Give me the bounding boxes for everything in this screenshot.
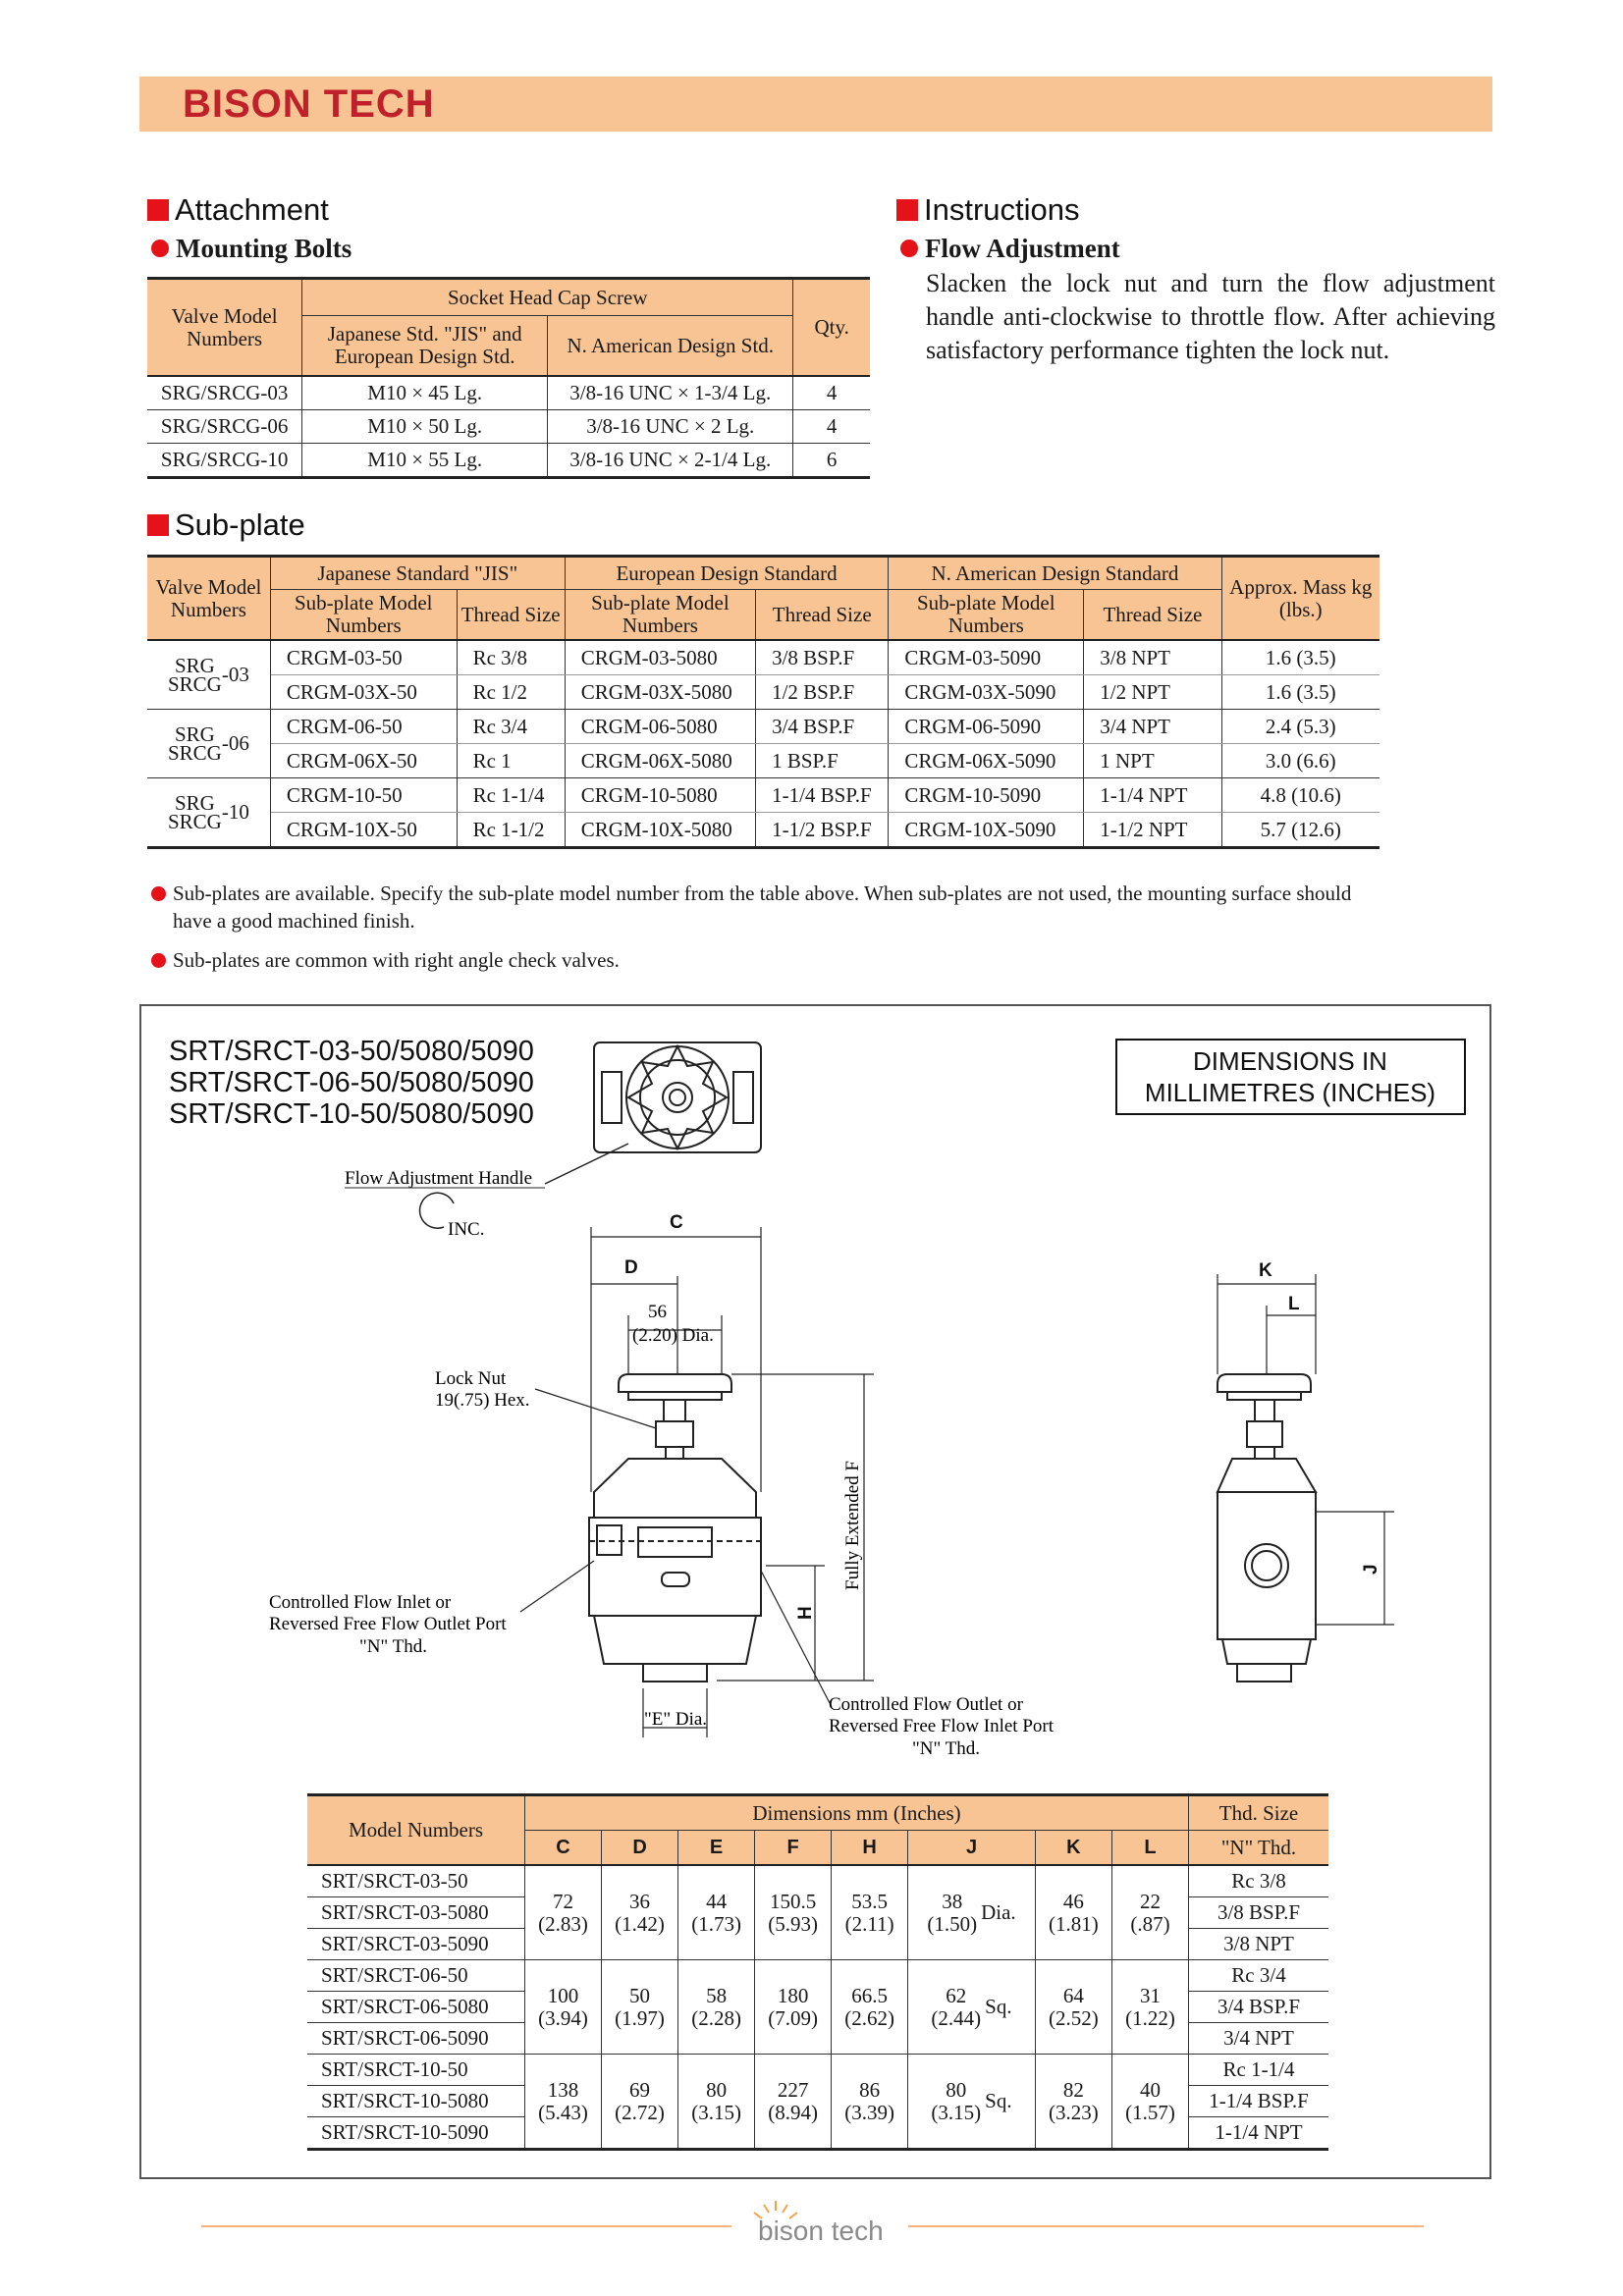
cell-mass: 1.6 (3.5) <box>1265 679 1336 704</box>
cell-dim-j <box>908 1865 1036 1960</box>
col-na-thread: Thread Size <box>1084 590 1221 641</box>
inlet-label-1: Controlled Flow Inlet or <box>269 1592 452 1613</box>
col-na-sub: Sub-plate Model Numbers <box>889 590 1084 641</box>
dim-inch: (1.22) <box>1125 2005 1175 2030</box>
cell-mass: 2.4 (5.3) <box>1221 710 1380 744</box>
dim-mm: 66.5 <box>851 1983 889 2007</box>
col-dim-l: L <box>1111 1831 1188 1866</box>
cell-na: 3/8-16 UNC × 1-3/4 Lg. <box>548 376 793 410</box>
dim-inch: (3.94) <box>538 2005 588 2030</box>
table-row <box>307 1960 1328 1992</box>
cell-eu-thread: 3/8 BSP.F <box>756 640 889 675</box>
cell-jis: M10 × 55 Lg. <box>302 444 548 478</box>
cell-na-sub: CRGM-06-5090 <box>889 710 1084 744</box>
outlet-label-3: "N" Thd. <box>912 1738 980 1759</box>
srg-text: SRG <box>174 721 215 746</box>
cell-dim-e <box>678 1865 755 1960</box>
cell-eu-sub: CRGM-10-5080 <box>565 778 755 813</box>
cell-dim-d <box>602 2055 678 2150</box>
cell-thread: Rc 3/8 <box>1189 1865 1329 1897</box>
dim-inch: (3.15) <box>691 2100 741 2124</box>
col-eu-thread: Thread Size <box>756 590 889 641</box>
j-suffix: Sq. <box>985 1995 1012 2018</box>
cell-jis-sub: CRGM-10-50 <box>270 778 457 813</box>
cell-dim-k <box>1035 1865 1111 1960</box>
srcg-text: SRCG <box>167 809 222 833</box>
table-row <box>307 2055 1328 2086</box>
dim-mm: 100 <box>547 1983 579 2007</box>
suffix-text: -06 <box>221 731 249 755</box>
col-valve-model: Valve Model Numbers <box>147 279 302 377</box>
cell-model: SRT/SRCT-10-5090 <box>307 2117 525 2150</box>
cell-thread: Rc 3/4 <box>1189 1960 1329 1992</box>
footer-logo <box>736 2197 903 2256</box>
dim-inch: (7.09) <box>768 2005 818 2030</box>
cell-jis-thread: Rc 1 <box>457 744 565 778</box>
cell-dim-k <box>1035 2055 1111 2150</box>
cell-na-thread: 3/8 NPT <box>1084 640 1221 675</box>
cell-model: SRG/SRCG-10 <box>147 444 302 478</box>
dim-inch: (1.97) <box>615 2005 665 2030</box>
dim-inch: (3.15) <box>931 2100 982 2124</box>
fully-extended-label: Fully Extended F <box>842 1461 863 1590</box>
dim-mm: 53.5 <box>851 1889 889 1913</box>
col-jis-sub: Sub-plate Model Numbers <box>270 590 457 641</box>
col-dimensions: Dimensions mm (Inches) <box>525 1795 1189 1831</box>
attachment-heading-text: Attachment <box>175 192 329 227</box>
brand-title: BISON TECH <box>183 82 435 126</box>
col-eu-group: European Design Standard <box>565 557 889 590</box>
note-1-text: Sub-plates are available. Specify the sub-plate model number from the table above. When sub-plates are not used, the mounting surface should have a good machined finish. <box>173 881 1352 933</box>
dim-inch: (2.62) <box>844 2005 895 2030</box>
col-thd-n: "N" Thd. <box>1189 1831 1329 1866</box>
cell-thread: 3/4 NPT <box>1223 2026 1294 2050</box>
bison-sun-icon <box>736 2197 903 2256</box>
cell-eu-sub: CRGM-06X-5080 <box>565 744 755 778</box>
dimensions-table-wrap <box>307 1793 1328 2151</box>
cell-thread: Rc 1-1/4 <box>1189 2055 1329 2086</box>
dim-c-label: C <box>670 1212 683 1233</box>
col-model: Model Numbers <box>307 1795 525 1866</box>
cell-model: SRT/SRCT-06-5090 <box>307 2023 525 2055</box>
col-qty: Qty. <box>793 279 870 377</box>
cell-thread: 3/8 BSP.F <box>1189 1897 1329 1929</box>
dim-inch: (1.50) <box>927 1911 978 1936</box>
srcg-text: SRCG <box>167 671 222 696</box>
col-valve-model: Valve Model Numbers <box>147 557 270 641</box>
dim-inch: (2.28) <box>691 2005 741 2030</box>
dim-mm: 62 <box>946 1983 967 2007</box>
cell-eu-sub: CRGM-06-5080 <box>565 710 755 744</box>
valve-front-view <box>589 1374 761 1682</box>
mounting-bolts-text: Mounting Bolts <box>176 234 352 263</box>
cell-na-thread: 1-1/4 NPT <box>1084 778 1221 813</box>
cell-eu-thread: 1 BSP.F <box>756 744 889 778</box>
dim-mm: 150.5 <box>769 1889 817 1913</box>
cell-mass: 3.0 (6.6) <box>1265 748 1336 773</box>
cell-qty: 4 <box>826 381 838 404</box>
col-mass: Approx. Mass kg (lbs.) <box>1221 557 1380 641</box>
dim-mm: 227 <box>777 2077 809 2102</box>
dim-inch: (2.72) <box>615 2100 665 2124</box>
dia56-label: 56 <box>648 1302 667 1322</box>
col-dim-c: C <box>525 1831 602 1866</box>
cell-na-thread: 3/4 NPT <box>1084 710 1221 744</box>
footer-rule-right <box>908 2225 1424 2227</box>
cell-qty: 4 <box>826 414 838 438</box>
dim-inch: (5.43) <box>538 2100 588 2124</box>
cell-dim-l <box>1111 1960 1188 2055</box>
cell-eu-sub: CRGM-10X-5080 <box>565 813 755 848</box>
dim-mm: 50 <box>629 1983 651 2007</box>
cell-thread: 1-1/4 NPT <box>1215 2120 1303 2144</box>
cell-jis-sub: CRGM-03X-50 <box>270 675 457 710</box>
cell-mass: 4.8 (10.6) <box>1221 778 1380 813</box>
cell-dim-e <box>678 1960 755 2055</box>
cell-mass: 5.7 (12.6) <box>1260 817 1341 841</box>
dim-mm: 64 <box>1062 1983 1084 2007</box>
valve-side-view <box>1217 1374 1316 1682</box>
dim-inch: (8.94) <box>768 2100 818 2124</box>
cell-dim-j <box>908 1960 1036 2055</box>
inlet-label-2: Reversed Free Flow Outlet Port <box>269 1614 507 1634</box>
cell-jis-thread: Rc 3/8 <box>457 640 565 675</box>
dia56-inch-label: (2.20) Dia. <box>632 1325 714 1346</box>
cell-eu-thread: 1-1/2 BSP.F <box>756 813 889 848</box>
cell-eu-sub: CRGM-03X-5080 <box>565 675 755 710</box>
dim-inch: (5.93) <box>768 1911 818 1936</box>
cell-dim-l <box>1111 1865 1188 1960</box>
j-suffix: Sq. <box>985 2089 1012 2112</box>
cell-jis-thread: Rc 1-1/2 <box>457 813 565 848</box>
cell-thread: 3/8 NPT <box>1223 1932 1294 1955</box>
cell-dim-f <box>755 2055 832 2150</box>
instructions-text: Slacken the lock nut and turn the flow adjustment handle anti-clockwise to throttle flow. After achieving satisfactory performance tighten the lock nut. <box>926 269 1495 364</box>
dim-mm: 82 <box>1062 2077 1084 2102</box>
col-dim-j: J <box>908 1831 1036 1866</box>
dim-k-label: K <box>1259 1260 1272 1281</box>
cell-na: 3/8-16 UNC × 2-1/4 Lg. <box>548 444 793 478</box>
dim-mm: 40 <box>1139 2077 1161 2102</box>
cell-dim-c <box>525 1960 602 2055</box>
cell-na: 3/8-16 UNC × 2 Lg. <box>548 410 793 444</box>
flow-adjustment-text: Flow Adjustment <box>925 234 1120 263</box>
cell-model: SRT/SRCT-03-5090 <box>307 1929 525 1960</box>
dim-inch: (2.44) <box>931 2005 982 2030</box>
cell-na-thread: 1 NPT <box>1084 744 1221 778</box>
srcg-text: SRCG <box>167 740 222 765</box>
outlet-label-2: Reversed Free Flow Inlet Port <box>829 1716 1055 1736</box>
cell-model: SRG/SRCG-06 <box>147 410 302 444</box>
dim-inch: (2.11) <box>844 1911 894 1936</box>
dim-inch: (1.42) <box>615 1911 665 1936</box>
dim-l-label: L <box>1288 1294 1300 1314</box>
cell-dim-f <box>755 1960 832 2055</box>
cell-dim-l <box>1111 2055 1188 2150</box>
cell-dim-c <box>525 1865 602 1960</box>
col-dim-k: K <box>1035 1831 1111 1866</box>
col-socket-head: Socket Head Cap Screw <box>302 279 793 316</box>
cell-model: SRT/SRCT-03-5080 <box>307 1897 525 1929</box>
cell-jis-sub: CRGM-03-50 <box>270 640 457 675</box>
col-eu-sub: Sub-plate Model Numbers <box>565 590 755 641</box>
note-2-text: Sub-plates are common with right angle check valves. <box>173 948 620 972</box>
lock-nut-label: Lock Nut <box>435 1368 507 1389</box>
e-dia-label: "E" Dia. <box>644 1709 708 1730</box>
col-na-group: N. American Design Standard <box>889 557 1221 590</box>
cell-eu-thread: 1-1/4 BSP.F <box>756 778 889 813</box>
col-na: N. American Design Std. <box>548 316 793 377</box>
cell-jis: M10 × 45 Lg. <box>302 376 548 410</box>
dim-mm: 36 <box>629 1889 651 1913</box>
dim-inch: (.87) <box>1130 1911 1170 1936</box>
dim-mm: 86 <box>859 2077 881 2102</box>
cell-na-sub: CRGM-03-5090 <box>889 640 1084 675</box>
suffix-text: -10 <box>221 800 249 824</box>
cell-dim-k <box>1035 1960 1111 2055</box>
dim-inch: (1.73) <box>691 1911 741 1936</box>
cell-jis: M10 × 50 Lg. <box>302 410 548 444</box>
cell-model: SRT/SRCT-03-50 <box>307 1865 525 1897</box>
cell-dim-h <box>832 1960 908 2055</box>
col-jis: Japanese Std. "JIS" and European Design Std. <box>302 316 548 377</box>
col-dim-h: H <box>832 1831 908 1866</box>
model-title-1: SRT/SRCT-03-50/5080/5090 <box>169 1036 534 1067</box>
dim-h-label: H <box>795 1606 816 1620</box>
dimension-lines <box>591 1227 874 1737</box>
dim-mm: 80 <box>946 2077 967 2102</box>
suffix-text: -03 <box>221 663 249 686</box>
col-jis-group: Japanese Standard "JIS" <box>270 557 565 590</box>
units-line-2: MILLIMETRES (INCHES) <box>1144 1078 1436 1107</box>
j-suffix: Dia. <box>981 1900 1016 1924</box>
cell-dim-h <box>832 1865 908 1960</box>
model-title-3: SRT/SRCT-10-50/5080/5090 <box>169 1098 534 1130</box>
dim-mm: 31 <box>1139 1983 1161 2007</box>
cell-model: SRG/SRCG-03 <box>147 376 302 410</box>
cell-eu-thread: 1/2 BSP.F <box>756 675 889 710</box>
col-thd: Thd. Size <box>1189 1795 1329 1831</box>
cell-model: SRT/SRCT-06-50 <box>307 1960 525 1992</box>
cell-jis-sub: CRGM-10X-50 <box>270 813 457 848</box>
cell-qty: 6 <box>826 448 838 471</box>
cell-jis-thread: Rc 1/2 <box>457 675 565 710</box>
cell-thread: 1-1/4 BSP.F <box>1189 2086 1329 2117</box>
dim-inch: (1.81) <box>1049 1911 1099 1936</box>
cell-eu-thread: 3/4 BSP.F <box>756 710 889 744</box>
lock-nut-size-label: 19(.75) Hex. <box>435 1390 530 1411</box>
units-line-1: DIMENSIONS IN <box>1193 1046 1387 1076</box>
cell-jis-thread: Rc 3/4 <box>457 710 565 744</box>
cell-na-sub: CRGM-06X-5090 <box>889 744 1084 778</box>
table-row <box>307 1865 1328 1897</box>
cell-dim-j <box>908 2055 1036 2150</box>
dimensions-table <box>307 1793 1328 2151</box>
cell-jis-sub: CRGM-06-50 <box>270 710 457 744</box>
cell-na-sub: CRGM-03X-5090 <box>889 675 1084 710</box>
dim-inch: (1.57) <box>1125 2100 1175 2124</box>
dim-mm: 38 <box>942 1889 963 1913</box>
dim-mm: 138 <box>547 2077 579 2102</box>
cell-dim-h <box>832 2055 908 2150</box>
handle-label: Flow Adjustment Handle <box>345 1168 533 1189</box>
footer-logo-text: bison tech <box>758 2216 884 2246</box>
cell-thread: 3/4 BSP.F <box>1189 1992 1329 2023</box>
cell-na-thread: 1/2 NPT <box>1084 675 1221 710</box>
cell-model: SRT/SRCT-06-5080 <box>307 1992 525 2023</box>
col-dim-e: E <box>678 1831 755 1866</box>
cell-model: SRT/SRCT-10-50 <box>307 2055 525 2086</box>
dim-mm: 80 <box>706 2077 728 2102</box>
col-jis-thread: Thread Size <box>457 590 565 641</box>
dim-inch: (2.52) <box>1049 2005 1099 2030</box>
dim-mm: 180 <box>777 1983 809 2007</box>
cell-na-thread: 1-1/2 NPT <box>1084 813 1221 848</box>
cell-dim-c <box>525 2055 602 2150</box>
srg-text: SRG <box>174 790 215 815</box>
srg-text: SRG <box>174 653 215 677</box>
inc-label: INC. <box>448 1219 485 1240</box>
cell-eu-sub: CRGM-03-5080 <box>565 640 755 675</box>
cell-jis-sub: CRGM-06X-50 <box>270 744 457 778</box>
dim-mm: 22 <box>1139 1889 1161 1913</box>
dim-mm: 44 <box>706 1889 728 1913</box>
outlet-label-1: Controlled Flow Outlet or <box>829 1694 1023 1715</box>
cell-dim-f <box>755 1865 832 1960</box>
dim-mm: 58 <box>706 1983 728 2007</box>
cell-na-sub: CRGM-10X-5090 <box>889 813 1084 848</box>
dim-d-label: D <box>624 1257 638 1278</box>
col-dim-f: F <box>755 1831 832 1866</box>
dim-j-label: J <box>1361 1564 1381 1575</box>
valve-top-view <box>594 1042 761 1152</box>
cell-dim-d <box>602 1960 678 2055</box>
model-title-2: SRT/SRCT-06-50/5080/5090 <box>169 1067 534 1098</box>
dim-mm: 69 <box>629 2077 651 2102</box>
dim-mm: 46 <box>1062 1889 1084 1913</box>
dim-inch: (3.39) <box>844 2100 895 2124</box>
instructions-heading-text: Instructions <box>924 192 1080 227</box>
dim-inch: (2.83) <box>538 1911 588 1936</box>
cell-na-sub: CRGM-10-5090 <box>889 778 1084 813</box>
dim-mm: 72 <box>553 1889 574 1913</box>
cell-dim-d <box>602 1865 678 1960</box>
subplate-heading-text: Sub-plate <box>175 507 305 542</box>
footer-rule-left <box>201 2225 731 2227</box>
col-dim-d: D <box>602 1831 678 1866</box>
cell-model: SRT/SRCT-10-5080 <box>307 2086 525 2117</box>
cell-jis-thread: Rc 1-1/4 <box>457 778 565 813</box>
cell-mass: 1.6 (3.5) <box>1221 640 1380 675</box>
inlet-label-3: "N" Thd. <box>359 1636 427 1657</box>
cell-dim-e <box>678 2055 755 2150</box>
dim-inch: (3.23) <box>1049 2100 1099 2124</box>
